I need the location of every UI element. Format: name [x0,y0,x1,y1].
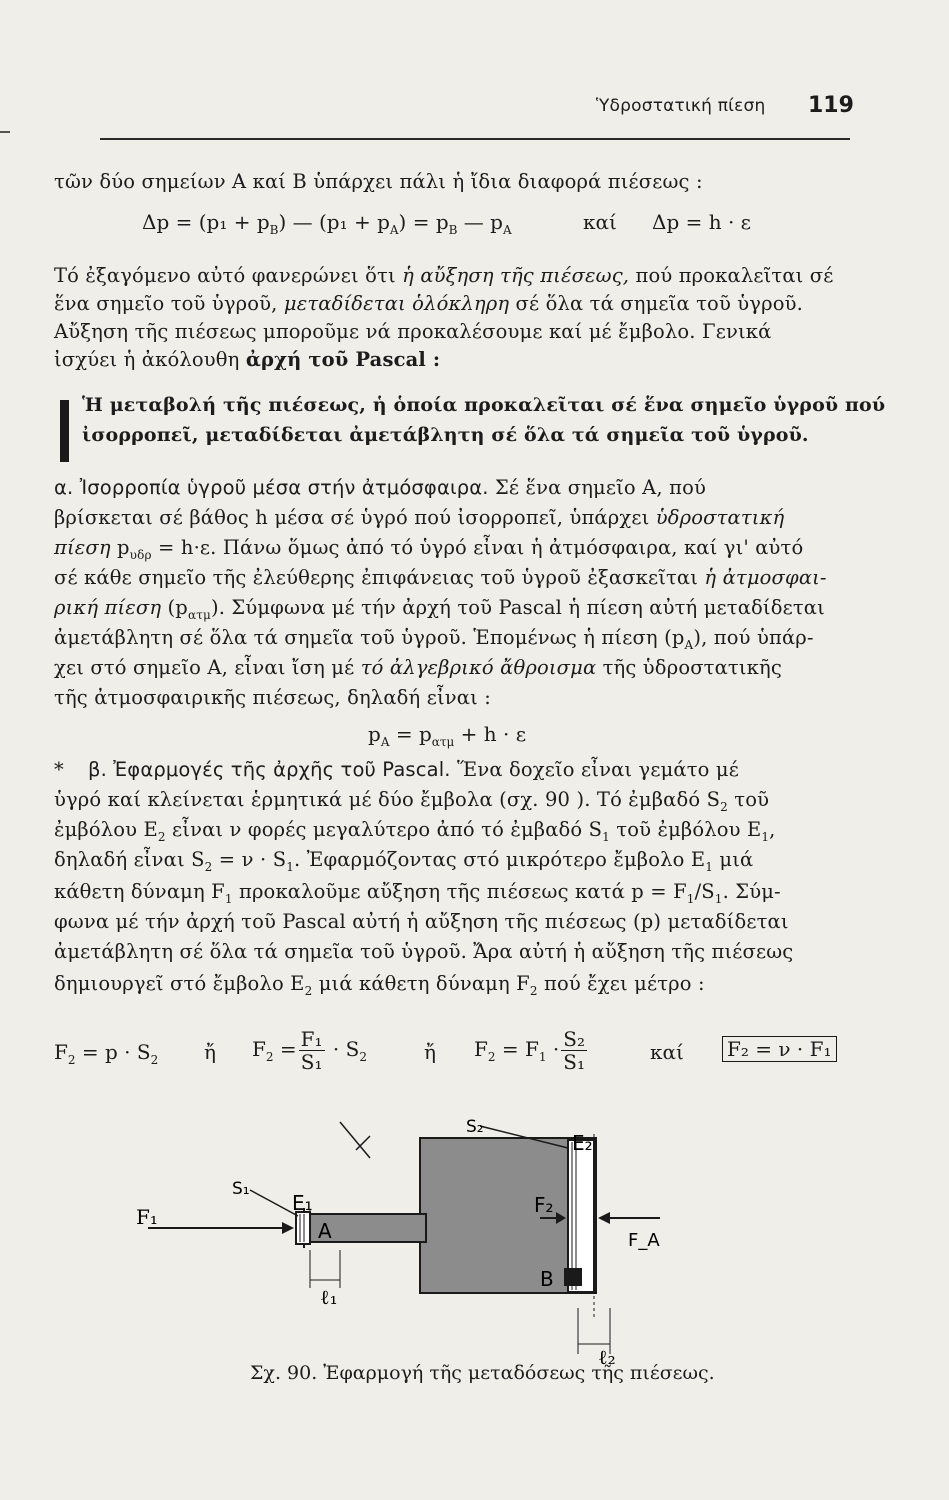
label-e2: E₂ [572,1131,593,1155]
formula-f2-1: $F_2 = p \cdot S_2$ [54,1040,159,1067]
text-line: τῶν δύο σημείων Α καί Β ὑπάρχει πάλι ἡ ἴδια διαφορά πιέσεως : [54,170,703,193]
formula-f2-2: $F_2$ = $\frac{\text{F₁}}{\text{S₁}}$ · $S_2$ [252,1027,367,1074]
equation-dp: Δp = h · ε [652,210,752,234]
text-line: ἐμβόλου $E_2$ εἶναι ν φορές μεγαλύτερο ἀπό τό ἐμβαδό $S_1$ τοῦ ἐμβόλου $E_1$, [54,818,776,844]
text-line: φωνα μέ τήν ἀρχή τοῦ Pascal αὐτή ἡ αὔξηση τῆς πιέσεως (p) μεταδίδεται [54,910,789,933]
equation-pa: $p_A = p_{\alpha\tau\mu} + h \cdot \varepsilon$ [368,722,527,749]
label-f1: F₁ [136,1205,158,1229]
header-rule [100,138,850,140]
text-line: ἀμετάβλητη σέ ὅλα τά σημεῖα τοῦ ὑγροῦ. Ἑπομένως ἡ πίεση $(p_A)$, πού ὑπάρ- [54,626,814,652]
text-line: κάθετη δύναμη $F_1$ προκαλοῦμε αὔξηση τῆς πιέσεως κατά $p = F_1/S_1$. Σύμ- [54,880,781,906]
label-l1: ℓ₁ [320,1285,338,1309]
margin-mark [0,131,10,133]
page-number: 119 [808,93,854,118]
text-line: βρίσκεται σέ βάθος h μέσα σέ ὑγρό πού ἰσορροπεῖ, ὑπάρχει ὑδροστατική [54,506,785,529]
label-a: A [318,1219,332,1243]
point-b-marker [564,1268,582,1286]
label-fa: F_A [628,1230,660,1251]
section-a-heading-line: α. Ἰσορροπία ὑγροῦ μέσα στήν ἀτμόσφαιρα. Σέ ἕνα σημεῖο Α, πού [54,476,706,499]
text-line: δηλαδή εἶναι $S_2 = \nu \cdot S_1$. Ἐφαρμόζοντας στό μικρότερο ἔμβολο $E_1$ μιά [54,848,754,874]
text-line: δημιουργεῖ στό ἔμβολο $E_2$ μιά κάθετη δύναμη $F_2$ πού ἔχει μέτρο : [54,972,705,998]
optional-section-star: * [54,758,64,781]
section-b-heading-line: β. Ἐφαρμογές τῆς ἀρχῆς τοῦ Pascal. Ἕνα δοχεῖο εἶναι γεμάτο μέ [88,758,739,781]
formula-and: καί [650,1040,684,1064]
pascal-principle-line-2: ἰσορροπεῖ, μεταδίδεται ἀμετάβλητη σέ ὅλα τά σημεῖα τοῦ ὑγροῦ. [82,424,809,446]
small-tube [296,1214,426,1242]
text-line: πίεση $p_{\upsilon\delta\rho} = h\cdot\varepsilon$. Πάνω ὅμως ἀπό τό ὑγρό εἶναι ἡ ἀτμόσφαιρα, καί γι' αὐτό [54,536,804,562]
text-line: Τό ἐξαγόμενο αὐτό φανερώνει ὅτι ἡ αὔξηση τῆς πιέσεως, πού προκαλεῖται σέ [54,264,834,287]
formula-or: ἤ [204,1040,216,1064]
pascal-principle-line-1: Ἡ μεταβολή τῆς πιέσεως, ἡ ὁποία προκαλεῖται σέ ἕνα σημεῖο ὑγροῦ πού [82,394,886,416]
label-s1: S₁ [232,1179,250,1199]
small-piston [296,1212,310,1244]
pascal-press-figure [120,1118,680,1368]
running-header-title: Ὑδροστατική πίεση [596,96,766,116]
label-s2: S₂ [466,1118,484,1137]
text-line: τῆς ἀτμοσφαιρικῆς πιέσεως, δηλαδή εἶναι : [54,686,491,709]
text-line: ἰσχύει ἡ ἀκόλουθη ἀρχή τοῦ Pascal : [54,348,441,371]
equation-pressure-difference: $\Delta p = (p_1 + p_B)$ — $(p_1 + p_A) = p_B$ — $p_A$ [142,210,512,237]
text-line: χει στό σημεῖο Α, εἶναι ἴση μέ τό ἀλγεβρικό ἄθροισμα τῆς ὑδροστατικῆς [54,656,782,679]
label-l2: ℓ₂ [598,1345,616,1368]
label-b: B [540,1267,554,1291]
text-line: ἀμετάβλητη σέ ὅλα τά σημεῖα τοῦ ὑγροῦ. Ἄρα αὐτή ἡ αὔξηση τῆς πιέσεως [54,940,794,963]
text-line: σέ κάθε σημεῖο τῆς ἐλεύθερης ἐπιφάνειας τοῦ ὑγροῦ ἐξασκεῖται ἡ ἀτμοσφαι- [54,566,827,589]
label-e1: E₁ [292,1191,313,1215]
principle-marker-bar [60,400,69,462]
text-line: ὑγρό καί κλείνεται ἑρμητικά μέ δύο ἔμβολα (σχ. 90 ). Τό ἐμβαδό $S_2$ τοῦ [54,788,770,814]
text-line: Αὔξηση τῆς πιέσεως μποροῦμε νά προκαλέσουμε καί μέ ἔμβολο. Γενικά [54,320,772,343]
text-line: ρική πίεση $(p_{\alpha\tau\mu})$. Σύμφωνα μέ τήν ἀρχή τοῦ Pascal ἡ πίεση αὐτή μεταδίδεται [54,596,825,622]
equation-connector: καί [583,210,617,234]
formula-or: ἤ [424,1040,436,1064]
formula-f2-boxed: F₂ = ν · F₁ [722,1036,837,1062]
figure-caption: Σχ. 90. Ἐφαρμογή τῆς μεταδόσεως τῆς πιέσεως. [250,1362,715,1384]
text-line: ἕνα σημεῖο τοῦ ὑγροῦ, μεταδίδεται ὁλόκληρη σέ ὅλα τά σημεῖα τοῦ ὑγροῦ. [54,292,803,315]
formula-f2-3: $F_2 = F_1$ · $\frac{\text{S₂}}{\text{S₁}}$ [474,1027,585,1074]
label-f2: F₂ [534,1193,554,1217]
